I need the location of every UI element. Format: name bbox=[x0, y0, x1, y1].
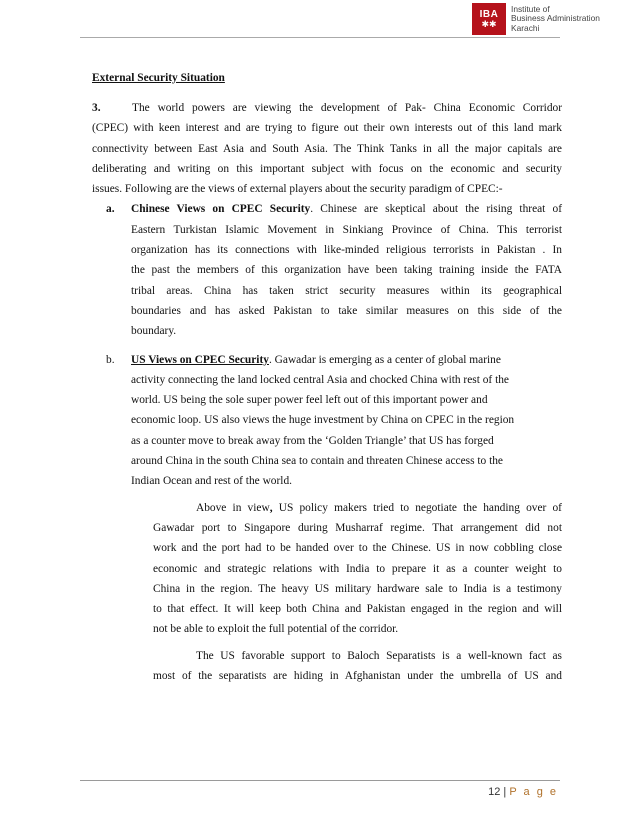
sub-text: US policy makers tried to negotiate the handing over of bbox=[272, 501, 562, 514]
document-body bbox=[92, 68, 562, 686]
logo-institution-name bbox=[511, 5, 600, 34]
paragraph-line: tribal areas. China has taken strict security measures within its geographical bbox=[131, 284, 562, 297]
paragraph-line: work and the port had to be handed over to the Chinese. US in now cobbling close bbox=[153, 542, 562, 555]
sub-paragraph-1 bbox=[92, 498, 562, 640]
paragraph-line: economic loop. US also views the huge investment by China on CPEC in the region bbox=[131, 414, 515, 427]
paragraph-line: not be able to exploit the full potential of the corridor. bbox=[153, 623, 399, 636]
logo-line: Business Administration bbox=[511, 13, 600, 24]
item-text: . Gawadar is emerging as a center of global marine bbox=[268, 353, 501, 366]
iba-logo-mark bbox=[472, 3, 506, 35]
page-number: 12 bbox=[488, 786, 501, 798]
logo-line: Karachi bbox=[511, 22, 540, 33]
list-item-b bbox=[92, 350, 562, 492]
page-footer bbox=[430, 786, 558, 798]
spacer bbox=[92, 342, 562, 350]
footer-divider bbox=[80, 780, 560, 781]
paragraph-line: China in the region. The heavy US military hardware sale to India is a testimony bbox=[153, 582, 562, 595]
item-title: US Views on CPEC Security bbox=[131, 353, 269, 366]
sub-text: Above in view bbox=[196, 501, 270, 514]
footer-separator: | bbox=[503, 786, 507, 798]
paragraph-line: organization has its connections with like-minded religious terrorists in Pakistan . In bbox=[131, 244, 562, 257]
list-item-a bbox=[92, 199, 562, 341]
paragraph-line bbox=[92, 98, 562, 118]
paragraph-line: world. US being the sole super power feel left out of this important power and bbox=[131, 394, 488, 407]
sub-paragraph-2 bbox=[92, 646, 562, 687]
paragraph-line: around China in the south China sea to contain and threaten Chinese access to the bbox=[131, 455, 503, 468]
paragraph-line: boundary. bbox=[131, 325, 177, 338]
header-divider bbox=[80, 37, 560, 38]
paragraph-line bbox=[131, 350, 562, 370]
paragraph-line: issues. Following are the views of external players about the security paradigm of CPEC:- bbox=[92, 183, 503, 196]
institution-logo bbox=[472, 2, 600, 36]
paragraph-line: the past the members of this organization have been taking training inside the FATA bbox=[131, 264, 562, 277]
paragraph-line: Gawadar port to Singapore during Musharraf regime. That arrangement did not bbox=[153, 521, 562, 534]
paragraph-line: The US favorable support to Baloch Separatists is a well-known fact as bbox=[196, 649, 562, 662]
paragraph-line bbox=[131, 199, 562, 219]
paragraph-line: boundaries and has asked Pakistan to take similar measures on this side of the bbox=[131, 304, 562, 317]
paragraph-number: 3. bbox=[92, 102, 101, 114]
paragraph-line: Indian Ocean and rest of the world. bbox=[131, 475, 292, 488]
paragraph-text: The world powers are viewing the development of Pak- China Economic Corridor bbox=[132, 102, 563, 114]
paragraph-3 bbox=[92, 98, 562, 199]
logo-abbreviation: IBA bbox=[479, 9, 499, 20]
item-text: . Chinese are skeptical about the rising threat of bbox=[310, 203, 562, 216]
paragraph-line: activity connecting the land locked central Asia and chocked China with rest of the bbox=[131, 373, 509, 386]
paragraph-line: deliberating and writing on this important subject with focus on the economic and security bbox=[92, 162, 562, 175]
sub-text: , bbox=[269, 501, 273, 514]
section-heading: External Security Situation bbox=[92, 72, 225, 84]
paragraph-line: Eastern Turkistan Islamic Movement in Sinkiang Province of China. This terrorist bbox=[131, 223, 562, 236]
logo-line: Institute of bbox=[511, 3, 550, 14]
paragraph-line: (CPEC) with keen interest and are trying to figure out their own interests out of this land mark bbox=[92, 122, 562, 135]
logo-emblem-icon: ✱✱ bbox=[481, 19, 497, 29]
paragraph-line: to that effect. It will keep both China and Pakistan engaged in the region and will bbox=[153, 603, 562, 616]
list-marker: b. bbox=[106, 353, 115, 366]
paragraph-line: as a counter move to break away from the ‘Golden Triangle’ that US has forged bbox=[131, 434, 494, 447]
paragraph-line: connectivity between East Asia and South Asia. The Think Tanks in all the major capitals are bbox=[92, 142, 562, 155]
page-label: P a g e bbox=[509, 786, 558, 798]
paragraph-line: most of the separatists are hiding in Afghanistan under the umbrella of US and bbox=[153, 670, 562, 683]
paragraph-line bbox=[153, 498, 562, 518]
list-marker: a. bbox=[106, 203, 115, 216]
paragraph-line: economic and strategic relations with India to prepare it as a counter weight to bbox=[153, 562, 562, 575]
item-title: Chinese Views on CPEC Security bbox=[131, 203, 311, 216]
